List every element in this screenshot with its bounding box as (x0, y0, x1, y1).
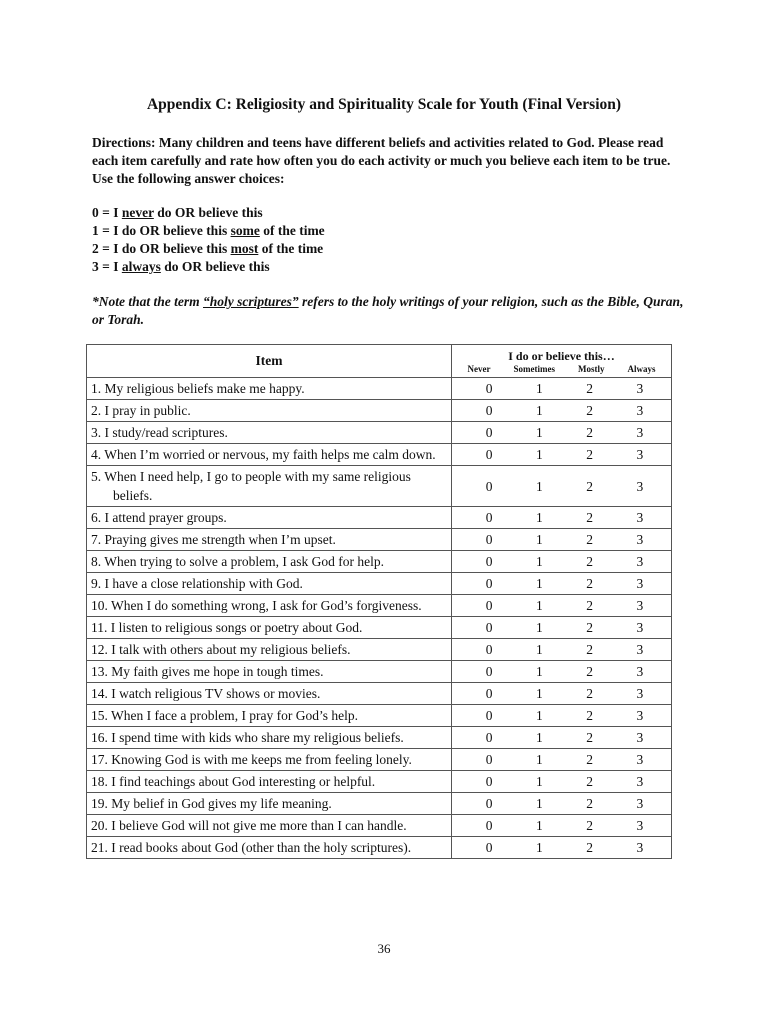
response-value: 0 (485, 642, 493, 657)
response-cell (452, 507, 672, 529)
response-value: 0 (485, 403, 493, 418)
response-value: 3 (636, 554, 644, 569)
response-values (452, 640, 671, 659)
response-value: 2 (586, 730, 593, 745)
response-value: 3 (636, 642, 644, 657)
item-cell (87, 551, 452, 573)
item-text: 2. I pray in public. (91, 403, 191, 418)
item-text: 5. When I need help, I go to people with my same religious beliefs. (91, 469, 411, 503)
item-text: 4. When I’m worried or nervous, my faith helps me calm down. (91, 447, 436, 462)
response-values (452, 662, 671, 681)
item-text: 13. My faith gives me hope in tough times. (91, 664, 324, 679)
response-value: 2 (586, 532, 593, 547)
item-cell (87, 400, 452, 422)
response-value: 0 (485, 554, 493, 569)
item-column-header: Item (87, 345, 452, 378)
item-cell (87, 529, 452, 551)
response-value: 1 (536, 686, 543, 701)
response-value: 2 (586, 708, 593, 723)
table-row (87, 617, 672, 639)
table-row (87, 661, 672, 683)
table-row (87, 837, 672, 859)
label-never: Never (467, 363, 491, 374)
response-cell (452, 727, 672, 749)
response-value: 3 (636, 620, 644, 635)
note-post: refers to the holy writings of your religion, such as the Bible, Quran, or Torah. (92, 294, 684, 327)
response-values (452, 477, 671, 496)
item-cell (87, 705, 452, 727)
response-value: 3 (636, 381, 644, 396)
item-text: 12. I talk with others about my religious beliefs. (91, 642, 351, 657)
table-row (87, 727, 672, 749)
response-value: 2 (586, 818, 593, 833)
response-value: 1 (536, 642, 543, 657)
response-value: 0 (485, 664, 493, 679)
response-cell (452, 837, 672, 859)
response-value: 0 (485, 730, 493, 745)
scale-table (86, 344, 672, 859)
response-value: 2 (586, 576, 593, 591)
response-value: 1 (536, 403, 543, 418)
answer-choices (92, 204, 692, 276)
response-value: 0 (485, 686, 493, 701)
response-value: 3 (636, 730, 644, 745)
response-cell (452, 595, 672, 617)
response-cell (452, 815, 672, 837)
item-text: 17. Knowing God is with me keeps me from feeling lonely. (91, 752, 412, 767)
table-row (87, 683, 672, 705)
response-labels (452, 363, 671, 375)
note-term: “holy scriptures” (203, 294, 299, 309)
label-mostly: Mostly (577, 363, 605, 374)
response-value: 0 (485, 447, 493, 462)
response-value: 0 (485, 708, 493, 723)
item-text: 8. When trying to solve a problem, I ask God for help. (91, 554, 384, 569)
table-row (87, 400, 672, 422)
response-value: 2 (586, 686, 593, 701)
response-cell (452, 444, 672, 466)
response-cell (452, 705, 672, 727)
item-text: 18. I find teachings about God interesting or helpful. (91, 774, 376, 789)
item-cell (87, 639, 452, 661)
response-value: 1 (536, 620, 543, 635)
item-text: 20. I believe God will not give me more than I can handle. (91, 818, 407, 833)
answer-choice (92, 204, 692, 222)
item-text: 19. My belief in God gives my life meaning. (91, 796, 332, 811)
table-row (87, 639, 672, 661)
directions-text: Directions: Many children and teens have different beliefs and activities related to God. Please read each item carefully and rate how often you do each activity or much you believe each item to be true. Use the following answer choices: (92, 135, 671, 186)
response-cell (452, 771, 672, 793)
response-value: 1 (536, 818, 543, 833)
response-value: 2 (586, 381, 593, 396)
response-value: 1 (536, 554, 543, 569)
response-value: 3 (636, 532, 644, 547)
response-value: 0 (485, 818, 493, 833)
item-text: 14. I watch religious TV shows or movies. (91, 686, 321, 701)
table-row (87, 551, 672, 573)
response-values (452, 530, 671, 549)
response-value: 0 (485, 425, 493, 440)
choice-text: 0 = I (92, 205, 122, 220)
table-row (87, 595, 672, 617)
response-cell (452, 683, 672, 705)
table-row (87, 573, 672, 595)
response-value: 2 (586, 840, 593, 855)
response-value: 0 (485, 381, 493, 396)
response-values (452, 750, 671, 769)
response-value: 2 (586, 447, 593, 462)
response-value: 2 (586, 403, 593, 418)
response-values (452, 728, 671, 747)
item-text: 3. I study/read scriptures. (91, 425, 228, 440)
response-value: 3 (636, 818, 644, 833)
response-value: 2 (586, 664, 593, 679)
item-cell (87, 378, 452, 400)
response-value: 0 (485, 620, 493, 635)
item-cell (87, 444, 452, 466)
page-number: 36 (377, 941, 391, 956)
response-values (452, 574, 671, 593)
item-text: 6. I attend prayer groups. (91, 510, 227, 525)
response-values (452, 423, 671, 442)
response-value: 3 (636, 796, 644, 811)
item-cell (87, 727, 452, 749)
response-values (452, 552, 671, 571)
response-value: 3 (636, 510, 644, 525)
item-text: 10. When I do something wrong, I ask for God’s forgiveness. (91, 598, 422, 613)
item-cell (87, 595, 452, 617)
response-value: 1 (536, 510, 543, 525)
item-text: 9. I have a close relationship with God. (91, 576, 303, 591)
response-values (452, 772, 671, 791)
response-value: 2 (586, 554, 593, 569)
response-value: 2 (586, 752, 593, 767)
response-value: 1 (536, 796, 543, 811)
response-value: 3 (636, 478, 644, 494)
item-text: 15. When I face a problem, I pray for God’s help. (91, 708, 359, 723)
response-cell (452, 378, 672, 400)
response-values (452, 706, 671, 725)
response-header-title: I do or believe this… (508, 348, 615, 363)
response-value: 0 (485, 840, 493, 855)
table-row (87, 771, 672, 793)
label-sometimes: Sometimes (513, 363, 555, 374)
response-values (452, 794, 671, 813)
item-cell (87, 793, 452, 815)
response-value: 3 (636, 598, 644, 613)
response-value: 3 (636, 686, 644, 701)
response-value: 1 (536, 774, 543, 789)
response-value: 0 (485, 774, 493, 789)
response-values (452, 401, 671, 420)
response-value: 1 (536, 708, 543, 723)
response-cell (452, 639, 672, 661)
answer-choice (92, 258, 692, 276)
response-values (452, 816, 671, 835)
response-value: 3 (636, 664, 644, 679)
table-row (87, 815, 672, 837)
table-row (87, 793, 672, 815)
table-body (87, 378, 672, 859)
response-value: 1 (536, 425, 543, 440)
response-value: 0 (485, 478, 493, 494)
item-cell (87, 466, 452, 507)
choice-emphasis: some (230, 223, 260, 238)
item-cell (87, 573, 452, 595)
response-value: 0 (485, 510, 493, 525)
item-text: 21. I read books about God (other than the holy scriptures). (91, 840, 412, 855)
answer-choice (92, 222, 692, 240)
response-value: 0 (485, 598, 493, 613)
response-value: 1 (536, 381, 543, 396)
item-cell (87, 815, 452, 837)
item-text: 7. Praying gives me strength when I’m upset. (91, 532, 336, 547)
item-cell (87, 507, 452, 529)
choice-text: 2 = I do OR believe this (92, 241, 231, 256)
table-header-row (87, 345, 672, 378)
response-value: 3 (636, 576, 644, 591)
note-text (92, 293, 692, 329)
response-cell (452, 422, 672, 444)
choice-emphasis: always (121, 259, 161, 274)
table-row (87, 444, 672, 466)
table-row (87, 705, 672, 727)
response-value: 1 (536, 840, 543, 855)
response-value: 3 (636, 774, 644, 789)
response-value: 0 (485, 752, 493, 767)
item-text: 1. My religious beliefs make me happy. (91, 381, 305, 396)
choice-text: 1 = I do OR believe this (92, 223, 231, 238)
response-value: 1 (536, 532, 543, 547)
response-column-header (452, 345, 672, 378)
response-cell (452, 617, 672, 639)
table-row (87, 529, 672, 551)
response-value: 3 (636, 752, 644, 767)
response-value: 1 (536, 478, 543, 494)
response-values (452, 684, 671, 703)
item-cell (87, 837, 452, 859)
response-values (452, 596, 671, 615)
table-row (87, 378, 672, 400)
response-value: 2 (586, 642, 593, 657)
choice-emphasis: most (230, 241, 259, 256)
response-value: 0 (485, 532, 493, 547)
response-values (452, 379, 671, 398)
response-cell (452, 551, 672, 573)
response-cell (452, 529, 672, 551)
response-cell (452, 793, 672, 815)
response-value: 3 (636, 425, 644, 440)
response-value: 1 (536, 752, 543, 767)
table-row (87, 422, 672, 444)
item-cell (87, 617, 452, 639)
response-value: 0 (485, 576, 493, 591)
response-values (452, 618, 671, 637)
page-title: Appendix C: Religiosity and Spirituality Scale for Youth (Final Version) (146, 96, 622, 113)
response-value: 3 (636, 840, 644, 855)
item-text: 11. I listen to religious songs or poetry about God. (91, 620, 363, 635)
choice-text: do OR believe this (160, 259, 270, 274)
choice-text: 3 = I (92, 259, 122, 274)
choice-text: do OR believe this (153, 205, 263, 220)
response-value: 1 (536, 598, 543, 613)
choice-emphasis: never (121, 205, 154, 220)
table-row (87, 466, 672, 507)
response-values (452, 508, 671, 527)
response-value: 2 (586, 478, 593, 494)
response-value: 2 (586, 796, 593, 811)
response-value: 1 (536, 447, 543, 462)
note-pre: *Note that the term (92, 294, 203, 309)
item-cell (87, 749, 452, 771)
response-value: 2 (586, 620, 593, 635)
response-value: 1 (536, 576, 543, 591)
response-value: 2 (586, 425, 593, 440)
item-cell (87, 422, 452, 444)
response-value: 0 (485, 796, 493, 811)
response-value: 3 (636, 447, 644, 462)
response-values (452, 445, 671, 464)
response-value: 3 (636, 708, 644, 723)
answer-choice (92, 240, 692, 258)
item-text: 16. I spend time with kids who share my religious beliefs. (91, 730, 404, 745)
choice-text: of the time (258, 241, 324, 256)
item-cell (87, 771, 452, 793)
response-cell (452, 573, 672, 595)
choice-text: of the time (259, 223, 325, 238)
response-cell (452, 749, 672, 771)
item-cell (87, 661, 452, 683)
response-value: 1 (536, 664, 543, 679)
response-value: 2 (586, 774, 593, 789)
response-cell (452, 400, 672, 422)
item-cell (87, 683, 452, 705)
table-row (87, 507, 672, 529)
label-always: Always (627, 363, 656, 374)
response-value: 1 (536, 730, 543, 745)
response-value: 2 (586, 598, 593, 613)
response-values (452, 838, 671, 857)
response-cell (452, 661, 672, 683)
response-value: 3 (636, 403, 644, 418)
response-cell (452, 466, 672, 507)
response-value: 2 (586, 510, 593, 525)
table-row (87, 749, 672, 771)
